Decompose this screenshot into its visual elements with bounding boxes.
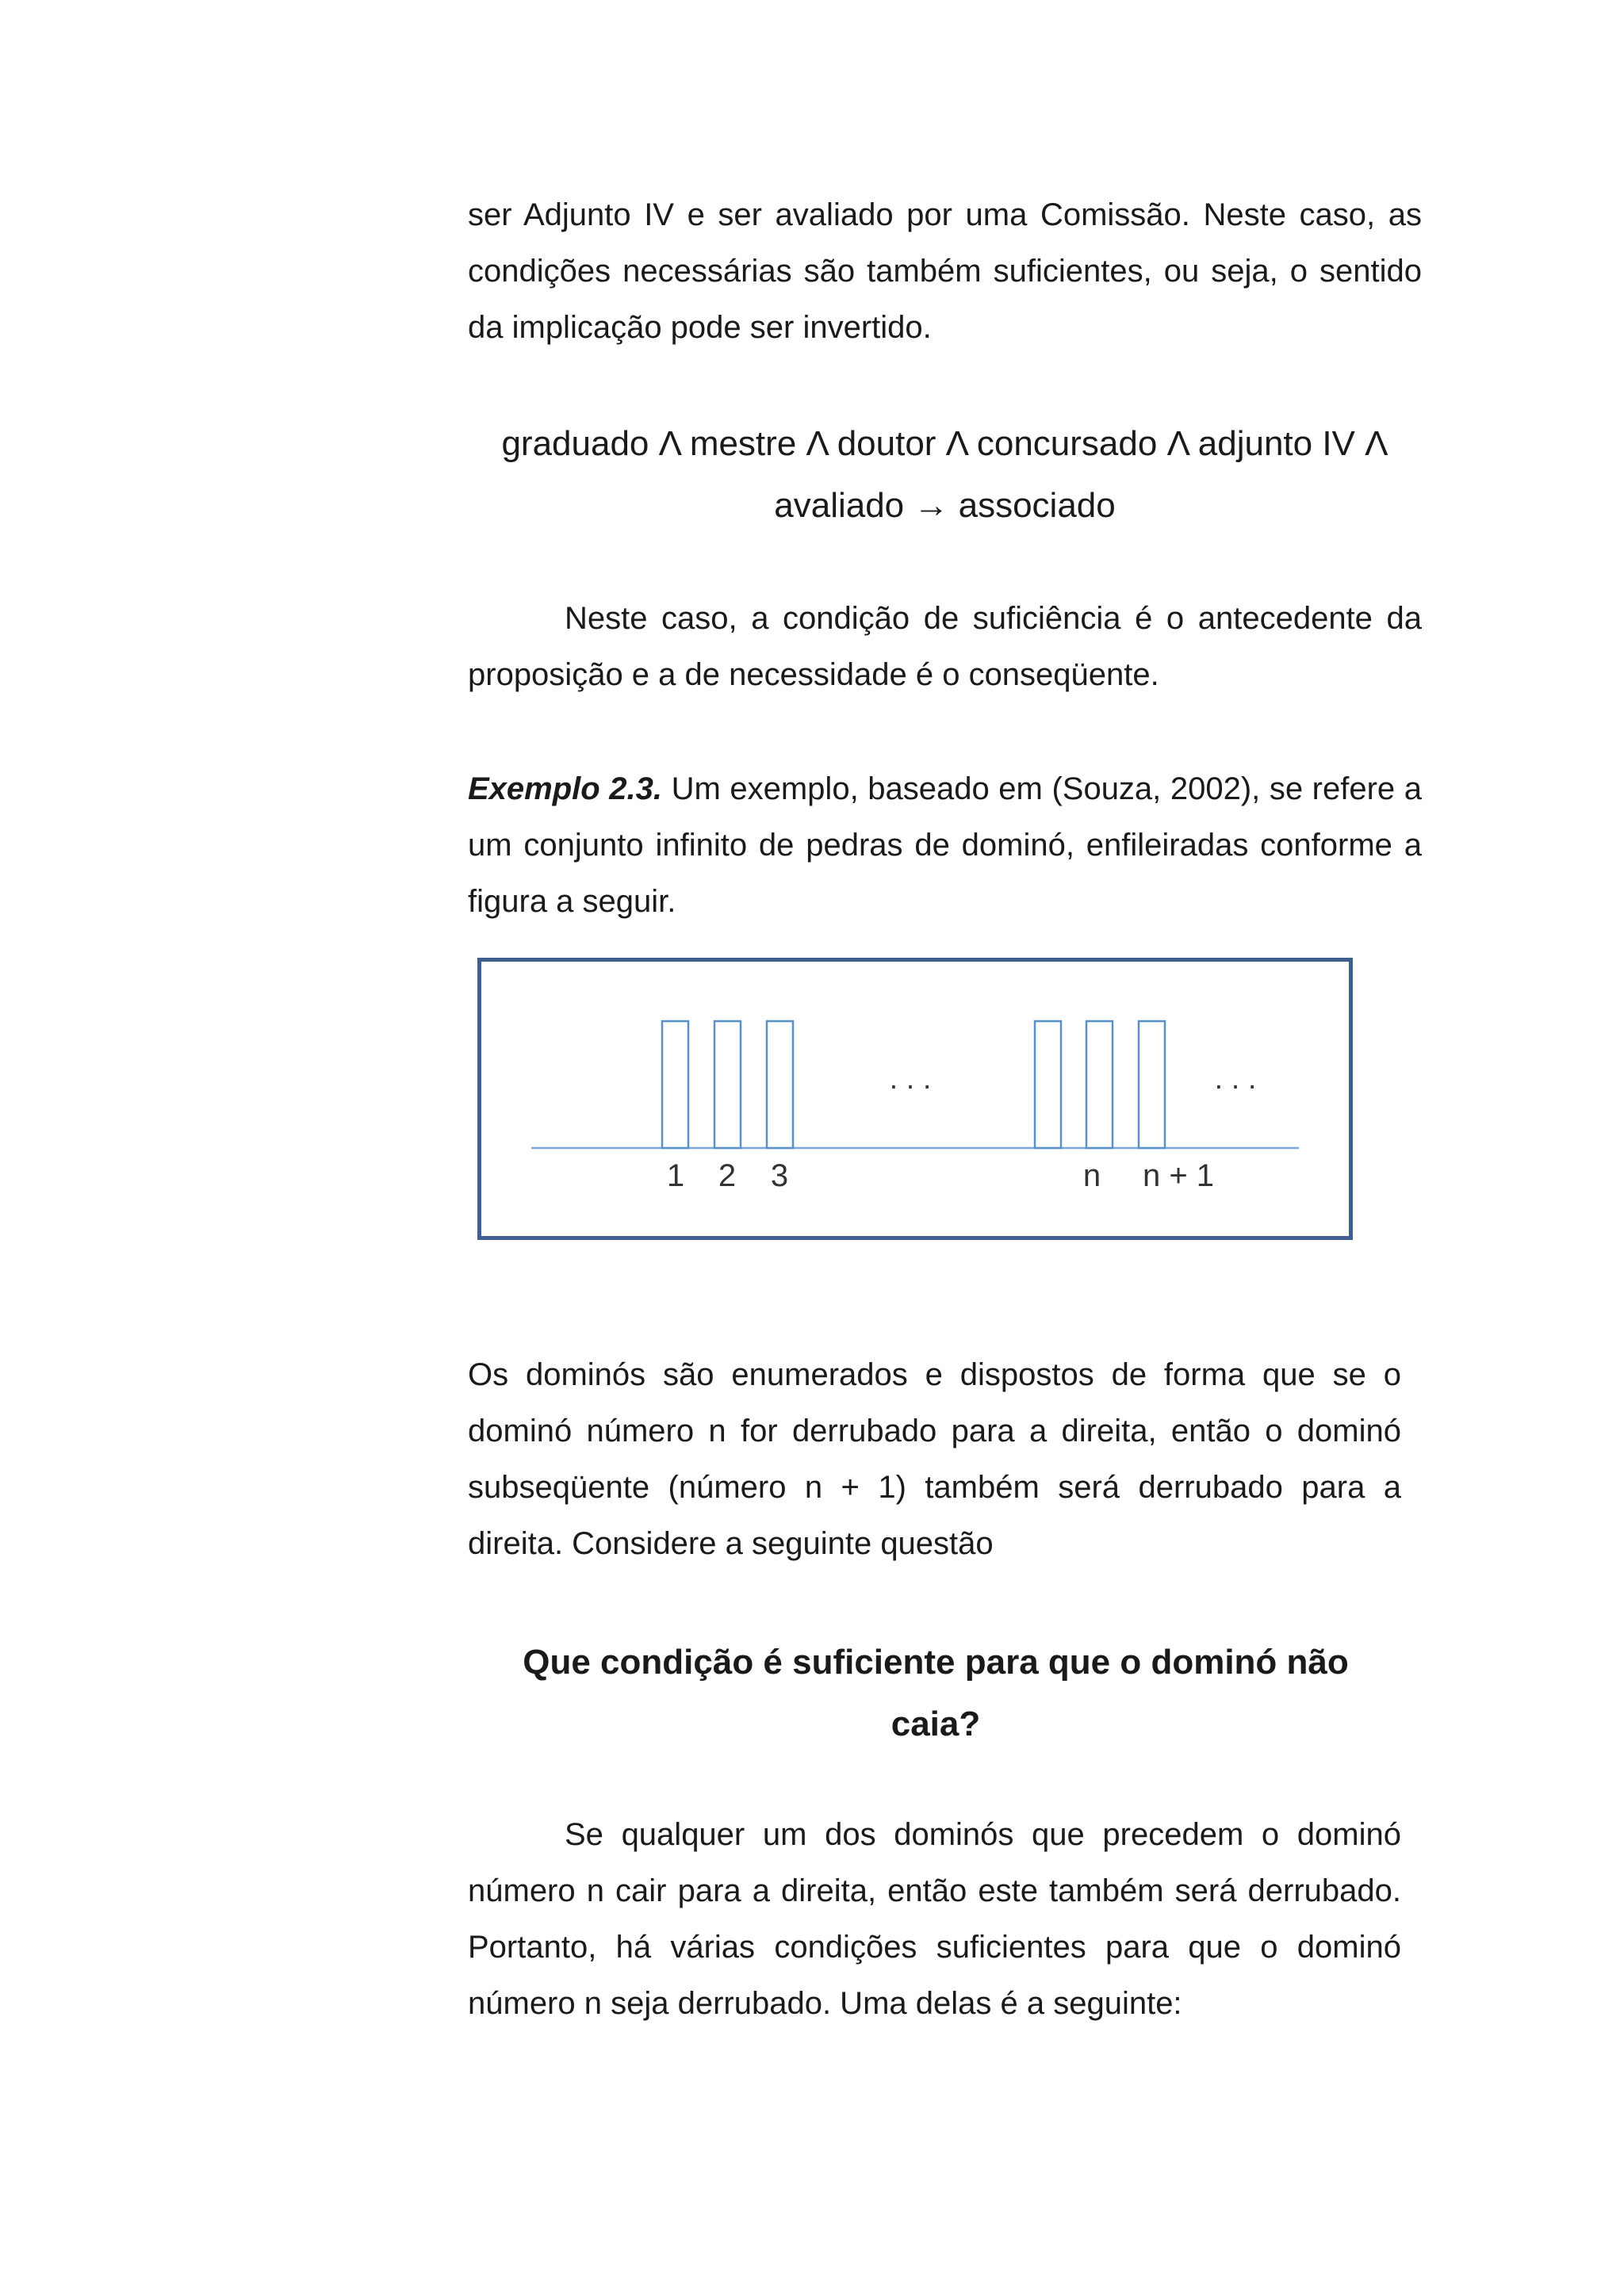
paragraph-example bbox=[468, 761, 1422, 930]
domino-diagram bbox=[477, 958, 1353, 1240]
central-question bbox=[476, 1632, 1396, 1755]
label-2: 2 bbox=[718, 1158, 737, 1193]
domino-3 bbox=[767, 1021, 793, 1148]
label-n-plus-1: n + 1 bbox=[1142, 1158, 1215, 1193]
figure-frame bbox=[480, 960, 1351, 1238]
paragraph-adjunto: ser Adjunto IV e ser avaliado por uma Comissão. Neste caso, as condições necessárias são também suficientes, ou seja, o sentido da implicação pode ser invertido. bbox=[468, 197, 1422, 345]
paragraph-dominoes: Os dominós são enumerados e dispostos de forma que se o dominó número n for derrubado para a direita, então o dominó subseqüente (número n + 1) também será derrubado para a direita. Considere a seguinte questão bbox=[468, 1357, 1401, 1561]
domino-figure bbox=[477, 958, 1353, 1240]
paragraph-sufficiency: Neste caso, a condição de suficiência é o antecedente da proposição e a de necessidade é o conseqüente. bbox=[468, 601, 1422, 692]
domino-n-plus-1 bbox=[1086, 1021, 1113, 1148]
formula-line-1: graduado Λ mestre Λ doutor Λ concursado Λ adjunto IV Λ bbox=[501, 424, 1388, 463]
formula-line-2: avaliado → associado bbox=[774, 486, 1116, 525]
domino-n bbox=[1035, 1021, 1061, 1148]
question-line-1: Que condição é suficiente para que o dominó não bbox=[523, 1643, 1349, 1682]
paragraph-conditions: Se qualquer um dos dominós que precedem o dominó número n cair para a direita, então este também será derrubado. Portanto, há várias condições suficientes para que o dominó número n seja derrubado. Uma delas é a seguinte: bbox=[468, 1817, 1401, 2021]
domino-n-plus-2 bbox=[1139, 1021, 1165, 1148]
label-n: n bbox=[1082, 1158, 1101, 1193]
label-1: 1 bbox=[666, 1158, 685, 1193]
ellipsis-middle: . . . bbox=[889, 1062, 932, 1096]
domino-2 bbox=[714, 1021, 741, 1148]
question-line-2: caia? bbox=[891, 1705, 981, 1743]
example-label: Exemplo 2.3. bbox=[468, 771, 663, 806]
domino-1 bbox=[662, 1021, 688, 1148]
implication-formula bbox=[444, 413, 1446, 537]
example-text: Um exemplo, baseado em (Souza, 2002), se refere a um conjunto infinito de pedras de dominó, enfileiradas conforme a figura a seguir. bbox=[468, 771, 1422, 919]
ellipsis-end: . . . bbox=[1214, 1062, 1257, 1096]
label-3: 3 bbox=[770, 1158, 789, 1193]
